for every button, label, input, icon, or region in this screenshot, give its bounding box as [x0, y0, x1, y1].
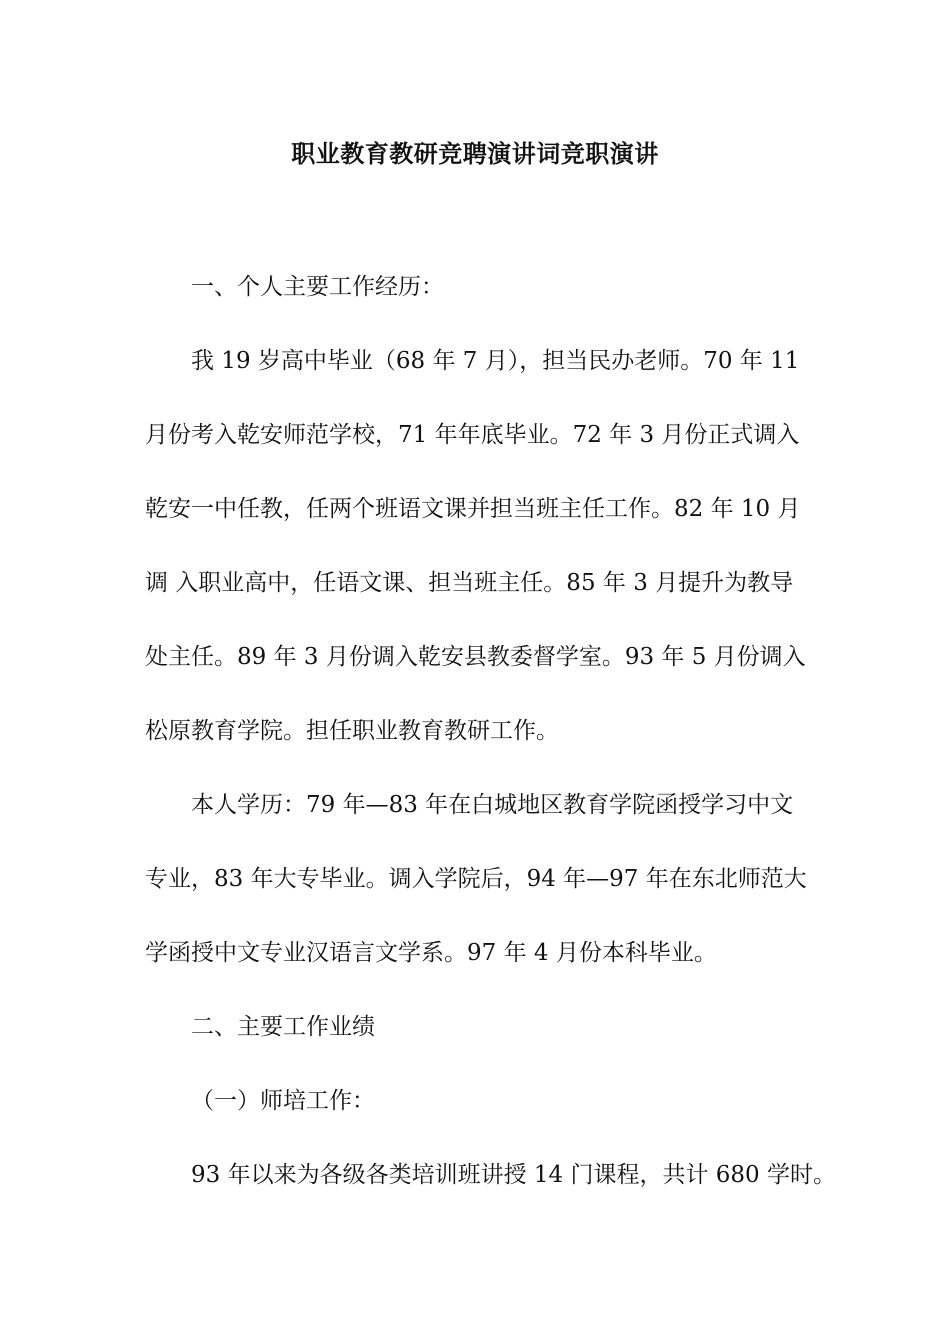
paragraph-work-history [145, 324, 825, 768]
text-line: 本人学历：79 年—83 年在白城地区教育学院函授学习中文 [191, 792, 794, 818]
text-line: 学函授中文专业汉语言文学系。97 年 4 月份本科毕业。 [145, 940, 717, 966]
text-line: 月份考入乾安师范学校，71 年年底毕业。72 年 3 月份正式调入 [145, 422, 800, 448]
text-line: （一）师培工作： [191, 1088, 375, 1114]
paragraph-education [145, 768, 825, 990]
text-line: 专业，83 年大专毕业。调入学院后，94 年—97 年在东北师范大 [145, 866, 807, 892]
document-title: 职业教育教研竞聘演讲词竞职演讲 [291, 139, 659, 168]
paragraph-section-heading-1 [145, 250, 825, 324]
text-line: 乾安一中任教，任两个班语文课并担当班主任工作。82 年 10 月 [145, 496, 801, 522]
paragraph-subsection-heading [145, 1064, 825, 1138]
text-line: 93 年以来为各级各类培训班讲授 14 门课程，共计 680 学时。 [191, 1162, 836, 1188]
text-line: 调 入职业高中，任语文课、担当班主任。85 年 3 月提升为教导 [145, 570, 794, 596]
text-line: 松原教育学院。担任职业教育教研工作。 [145, 718, 559, 744]
paragraph-section-heading-2 [145, 990, 825, 1064]
paragraph-teacher-training [145, 1138, 836, 1212]
text-line: 我 19 岁高中毕业（68 年 7 月），担当民办老师。70 年 11 [191, 348, 800, 374]
text-line: 一、个人主要工作经历： [191, 274, 444, 300]
text-line: 处主任。89 年 3 月份调入乾安县教委督学室。93 年 5 月份调入 [145, 644, 806, 670]
document-body [145, 250, 836, 1212]
text-line: 二、主要工作业绩 [191, 1014, 375, 1040]
